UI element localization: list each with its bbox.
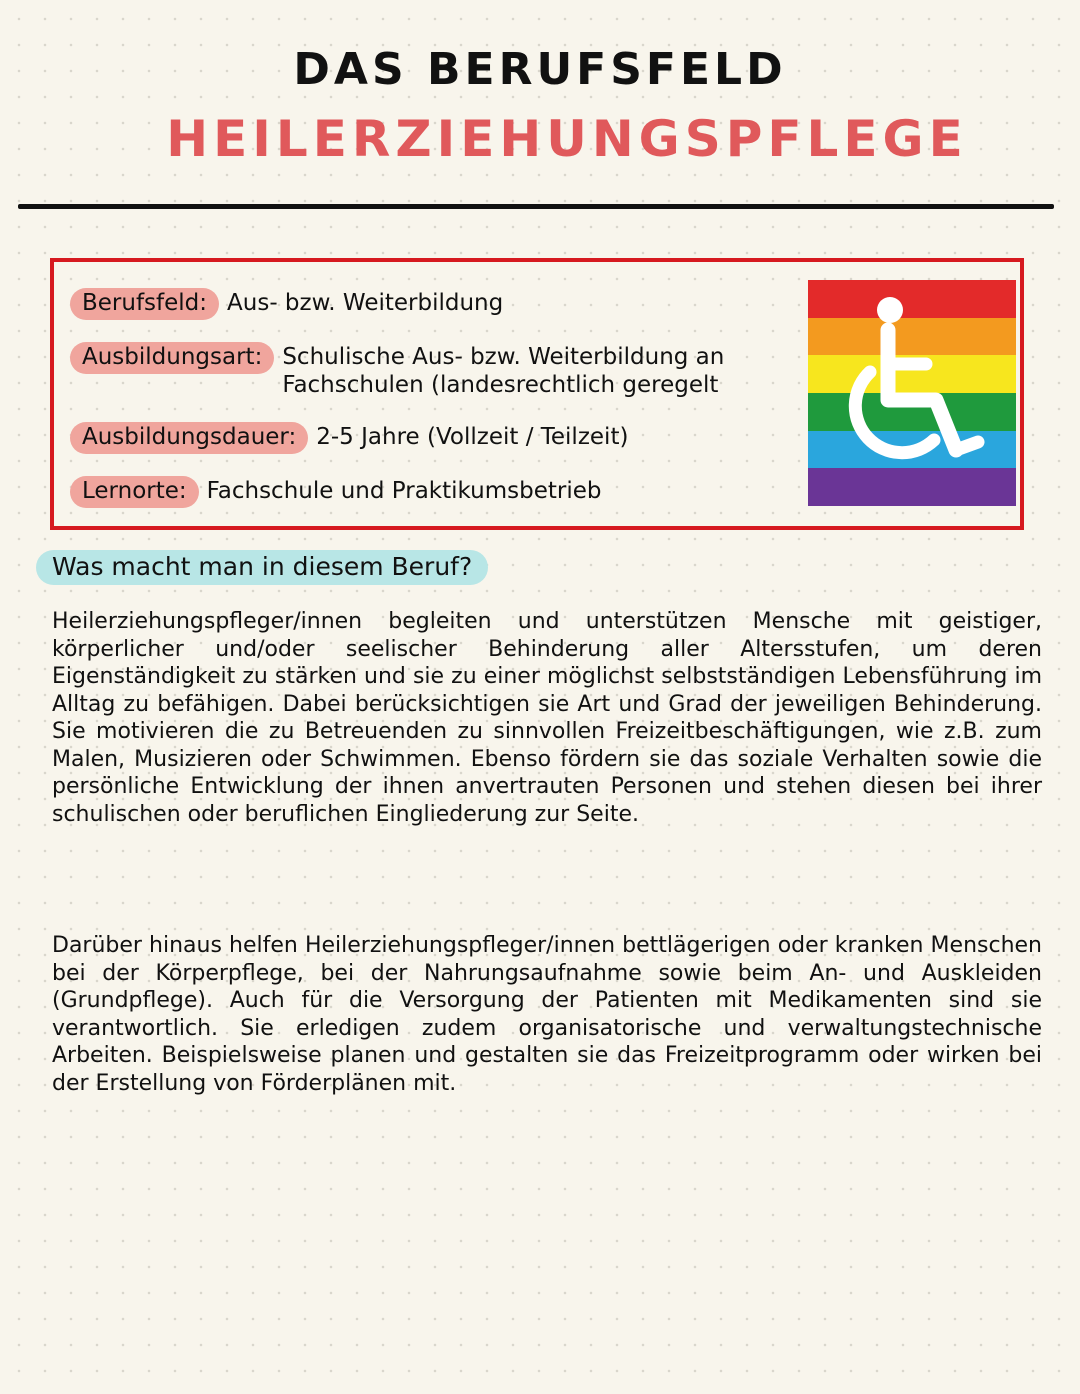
rainbow-flag-image bbox=[808, 280, 1016, 506]
wheelchair-icon bbox=[808, 280, 1016, 506]
page-title-line-2: HEILERZIEHUNGSPFLEGE bbox=[166, 110, 968, 168]
page-title-line-1: DAS BERUFSFELD bbox=[293, 44, 787, 95]
info-label: Ausbildungsdauer: bbox=[70, 422, 308, 454]
title-divider bbox=[18, 204, 1054, 209]
info-label: Ausbildungsart: bbox=[70, 342, 274, 374]
info-box bbox=[50, 258, 1024, 530]
paragraph-2: Darüber hinaus helfen Heilerziehungspfleger/innen bettlägerigen oder kranken Menschen bei der Körperpflege, bei der Nahrungsaufnahme sowie beim An- und Auskleiden (Grundpflege). Auch für die Versorgung der Patienten mit Medikamenten sind sie verantwortlich. Sie erledigen zudem organisatorische und verwaltungstechnische Arbeiten. Beispielsweise planen und gestalten sie das Freizeitprogramm oder wirken bei der Erstellung von Förderplänen mit. bbox=[52, 933, 1042, 1096]
info-value: Schulische Aus- bzw. Weiterbildung an Fachschulen (landesrechtlich geregelt bbox=[282, 344, 725, 398]
section-question: Was macht man in diesem Beruf? bbox=[36, 550, 488, 585]
paragraph-1: Heilerziehungspfleger/innen begleiten und unterstützen Mensche mit geistiger, körperlicher und/oder seelischer Behinderung aller Altersstufen, um deren Eigenständigkeit zu stärken und sie zu einer möglichst selbstständigen Lebensführung im Alltag zu befähigen. Dabei berücksichtigen sie Art und Grad der jeweiligen Behinderung. Sie motivieren die zu Betreuenden zu sinnvollen Freizeitbeschäftigungen, wie z.B. zum Malen, Musizieren oder Schwimmen. Ebenso fördern sie das soziale Verhalten sowie die persönliche Entwicklung der ihnen anvertrauten Personen und stehen diesen bei ihrer schulischen oder beruflichen Eingliederung zur Seite. bbox=[52, 609, 1042, 827]
info-label: Berufsfeld: bbox=[70, 288, 219, 320]
info-value: Fachschule und Praktikumsbetrieb bbox=[206, 478, 602, 504]
info-row-ausbildungsart bbox=[70, 342, 802, 399]
info-label: Lernorte: bbox=[70, 476, 199, 508]
info-value: 2-5 Jahre (Vollzeit / Teilzeit) bbox=[316, 424, 629, 450]
info-row-berufsfeld bbox=[70, 288, 503, 320]
info-row-ausbildungsdauer bbox=[70, 422, 628, 454]
info-row-lernorte bbox=[70, 476, 601, 508]
info-value: Aus- bzw. Weiterbildung bbox=[227, 290, 504, 316]
